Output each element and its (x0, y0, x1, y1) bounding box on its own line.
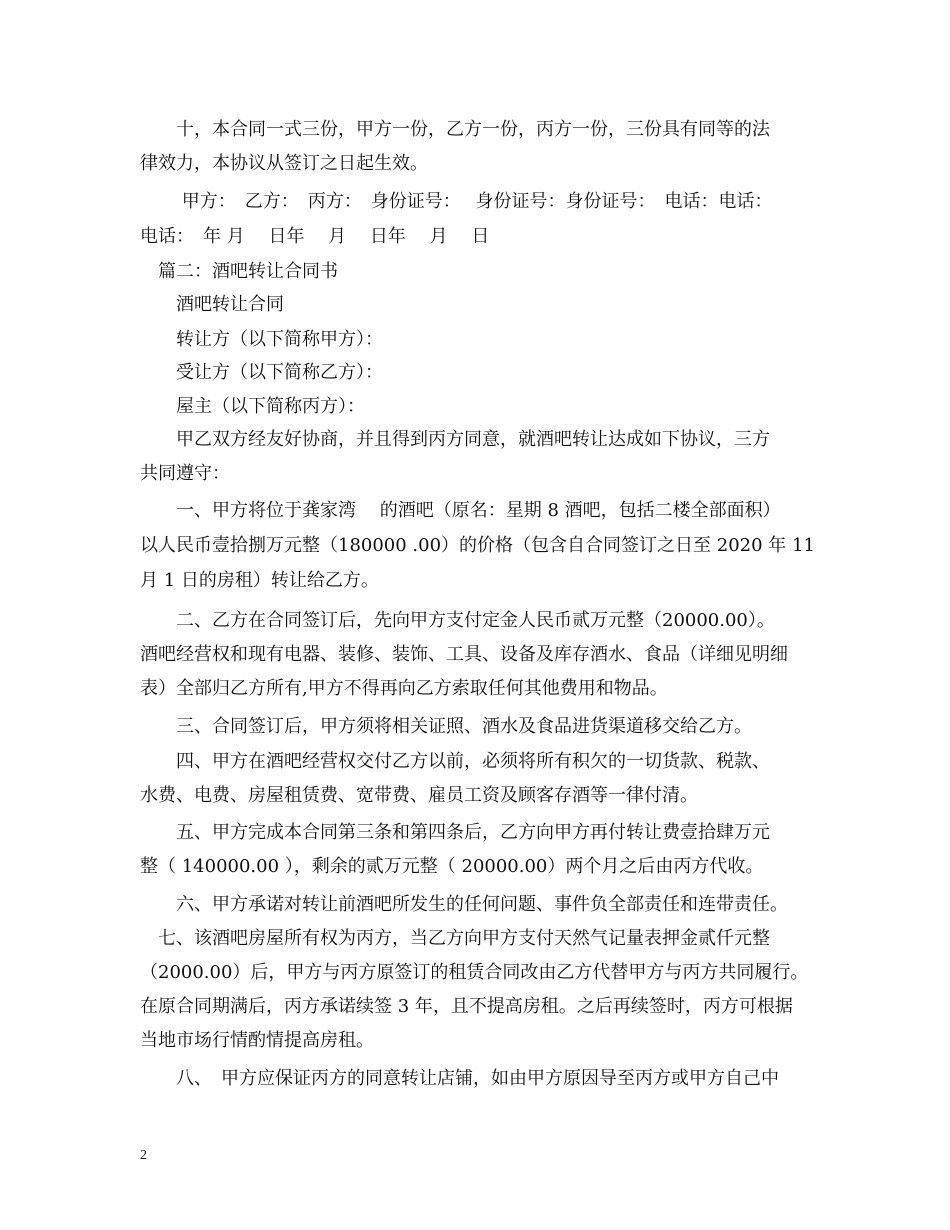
text-line: 在原合同期满后，丙方承诺续签 3 年，且不提高房租。之后再续签时，丙方可根据 (140, 996, 793, 1017)
text-line: 一、甲方将位于龚家湾 的酒吧（原名：星期 8 酒吧，包括二楼全部面积） (140, 500, 781, 521)
page-number: 2 (140, 1148, 147, 1163)
section-heading: 篇二：酒吧转让合同书 (140, 261, 338, 282)
text-line: 律效力，本协议从签订之日起生效。 (140, 153, 428, 174)
text-line: 整（ 140000.00 ），剩余的贰万元整（ 20000.00）两个月之后由丙方代收。 (140, 856, 764, 877)
text-line: 转让方（以下简称甲方）： (140, 329, 383, 350)
text-line: 表）全部归乙方所有,甲方不得再向乙方索取任何其他费用和物品。 (140, 678, 668, 699)
text-line: 三、合同签订后，甲方须将相关证照、酒水及食品进货渠道移交给乙方。 (140, 716, 752, 737)
text-line: 甲乙双方经友好协商，并且得到丙方同意，就酒吧转让达成如下协议，三方 (140, 429, 770, 450)
text-line: 六、甲方承诺对转让前酒吧所发生的任何问题、事件负全部责任和连带责任。 (140, 894, 788, 915)
text-line: 二、乙方在合同签订后，先向甲方支付定金人民币贰万元整（20000.00）。 (140, 610, 775, 631)
text-line: 五、甲方完成本合同第三条和第四条后，乙方向甲方再付转让费壹拾肆万元 (140, 822, 770, 843)
text-line: 电话： 年 月 日年 月 日年 月 日 (140, 226, 490, 247)
text-line: 屋主（以下简称丙方）： (140, 396, 365, 417)
text-line: 酒吧经营权和现有电器、装修、装饰、工具、设备及库存酒水、食品（详细见明细 (140, 644, 788, 665)
text-line: 以人民币壹拾捌万元整（180000 .00）的价格（包含自合同签订之日至 2020 年 11 (140, 535, 815, 556)
text-line: 共同遵守： (140, 463, 230, 484)
text-line: 水费、电费、房屋租赁费、宽带费、雇员工资及顾客存酒等一律付清。 (140, 785, 698, 806)
text-line: 受让方（以下简称乙方）： (140, 362, 383, 383)
text-line: 当地市场行情酌情提高房租。 (140, 1030, 374, 1051)
text-line: 八、 甲方应保证丙方的同意转让店铺，如由甲方原因导至丙方或甲方自己中 (140, 1068, 779, 1089)
text-line: 月 1 日的房租）转让给乙方。 (140, 570, 379, 591)
text-line: 七、该酒吧房屋所有权为丙方，当乙方向甲方支付天然气记量表押金贰仟元整 (140, 928, 770, 949)
text-line: 四、甲方在酒吧经营权交付乙方以前，必须将所有积欠的一切货款、税款、 (140, 751, 770, 772)
text-line: 甲方： 乙方： 丙方： 身份证号： 身份证号：身份证号： 电话：电话： (140, 191, 773, 212)
text-line: 十，本合同一式三份，甲方一份，乙方一份，丙方一份，三份具有同等的法 (140, 119, 770, 140)
text-line: （2000.00）后，甲方与丙方原签订的租赁合同改由乙方代替甲方与丙方共同履行。 (140, 962, 809, 983)
contract-title: 酒吧转让合同 (140, 294, 284, 315)
